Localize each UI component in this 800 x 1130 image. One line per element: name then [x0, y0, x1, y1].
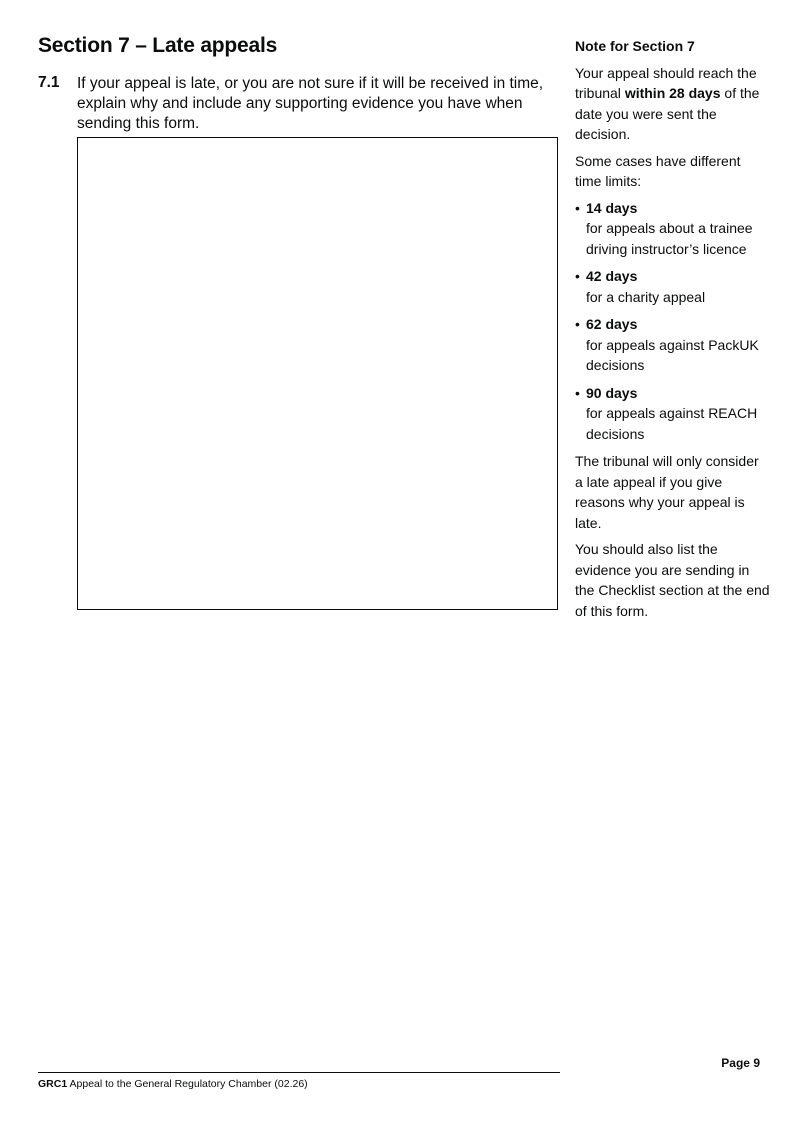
note-time-limits-intro: Some cases have different time limits:	[575, 152, 741, 189]
bullet-icon: •	[575, 384, 580, 401]
page-number: Page 9	[721, 1056, 760, 1070]
bullet-icon: •	[575, 199, 580, 216]
list-item	[575, 383, 770, 445]
note-deadline-paragraph	[575, 63, 770, 145]
list-item-days: 90 days	[586, 384, 638, 401]
section-title: Section 7 – Late appeals	[38, 34, 278, 57]
time-limits-list	[575, 198, 770, 445]
note-title: Note for Section 7	[575, 38, 695, 54]
list-item-description: for a charity appeal	[586, 288, 706, 305]
footer-form-code: GRC1	[38, 1078, 68, 1090]
question-number: 7.1	[38, 74, 60, 91]
list-item-description: for appeals about a trainee driving instructor’s licence	[586, 220, 753, 257]
list-item	[575, 266, 770, 307]
note-deadline-prefix: Your appeal should reach the tribunal	[575, 64, 757, 101]
note-late-consideration: The tribunal will only consider a late appeal if you give reasons why your appeal is late.	[575, 453, 759, 531]
list-item-description: for appeals against PackUK decisions	[586, 336, 759, 373]
bullet-icon: •	[575, 316, 580, 332]
list-item-days: 14 days	[586, 199, 638, 216]
footer-divider	[38, 1072, 560, 1073]
list-item-days: 42 days	[586, 268, 638, 284]
list-item	[575, 314, 770, 376]
bullet-icon: •	[575, 268, 580, 284]
note-deadline-bold: within 28 days	[624, 85, 721, 101]
list-item	[575, 198, 770, 260]
note-checklist-reminder: You should also list the evidence you are sending in the Checklist section at the end of this form.	[575, 541, 770, 619]
question-text: If your appeal is late, or you are not sure if it will be received in time, explain why and include any supporting evidence you have when sending this form.	[77, 75, 544, 132]
footer-form-title	[38, 1078, 308, 1090]
late-appeal-answer-box[interactable]	[77, 137, 558, 610]
section-note	[575, 36, 770, 627]
list-item-description: for appeals against REACH decisions	[586, 405, 758, 442]
footer-form-name: Appeal to the General Regulatory Chamber (02.26)	[67, 1078, 308, 1090]
list-item-days: 62 days	[586, 316, 638, 332]
note-deadline-suffix: of the date you were sent the decision.	[575, 85, 760, 142]
